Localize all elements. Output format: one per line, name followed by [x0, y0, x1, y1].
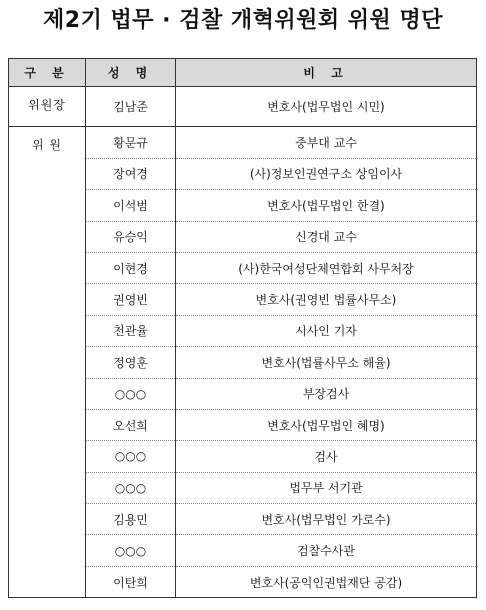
member-name: ○○○	[86, 472, 176, 503]
member-name: 유승익	[86, 221, 176, 252]
member-note: 신경대 교수	[176, 221, 477, 252]
header-name: 성 명	[86, 59, 176, 87]
member-note: 시사인 기자	[176, 315, 477, 346]
member-table	[8, 58, 477, 598]
member-name: 이석범	[86, 190, 176, 221]
member-note: 변호사(권영빈 법률사무소)	[176, 284, 477, 315]
member-note: 검찰수사관	[176, 535, 477, 566]
member-name: ○○○	[86, 441, 176, 472]
member-note: 중부대 교수	[176, 127, 477, 158]
table-header-row	[9, 59, 477, 87]
page-title: 제2기 법무 · 검찰 개혁위원회 위원 명단	[43, 8, 443, 33]
member-name: 김용민	[86, 504, 176, 535]
table-row-chair	[9, 87, 477, 127]
category-chair: 위원장	[9, 87, 86, 127]
member-name: 천관율	[86, 315, 176, 346]
member-note: 법무부 서기관	[176, 472, 477, 503]
table-row	[9, 127, 477, 158]
member-note: 변호사(법무법인 혜명)	[176, 409, 477, 440]
header-note: 비 고	[176, 59, 477, 87]
member-note: 부장검사	[176, 378, 477, 409]
member-note: 변호사(법무법인 가로수)	[176, 504, 477, 535]
member-note: 변호사(법무법인 한결)	[176, 190, 477, 221]
member-note: 변호사(법무법인 시민)	[176, 87, 477, 127]
category-members: 위 원	[9, 127, 86, 598]
member-note: (사)정보인권연구소 상임이사	[176, 158, 477, 189]
member-note: 변호사(법률사무소 해율)	[176, 347, 477, 378]
member-name: 정영훈	[86, 347, 176, 378]
member-name: 이현경	[86, 252, 176, 283]
member-name: 황문규	[86, 127, 176, 158]
header-category: 구 분	[9, 59, 86, 87]
member-name: 김남준	[86, 87, 176, 127]
member-name: 이탄희	[86, 566, 176, 597]
member-name: 장여경	[86, 158, 176, 189]
member-name: ○○○	[86, 535, 176, 566]
member-note: 변호사(공익인권법재단 공감)	[176, 566, 477, 597]
member-note: 검사	[176, 441, 477, 472]
member-name: ○○○	[86, 378, 176, 409]
member-name: 오선희	[86, 409, 176, 440]
member-name: 권영빈	[86, 284, 176, 315]
member-note: (사)한국여성단체연합회 사무처장	[176, 252, 477, 283]
